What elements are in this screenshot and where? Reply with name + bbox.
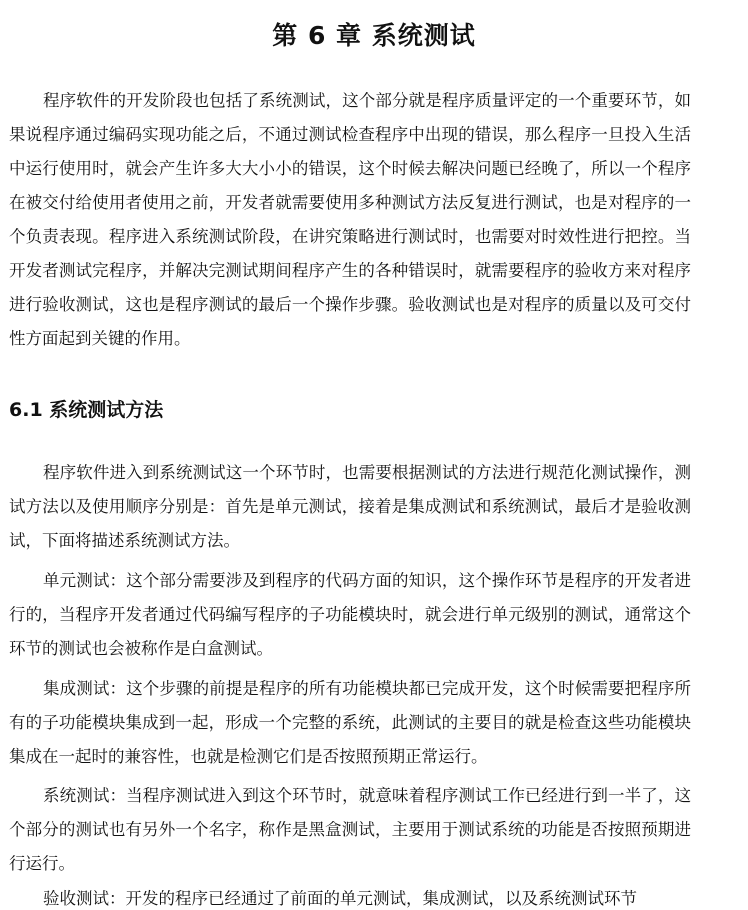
paragraph-acceptance-testing: 验收测试：开发的程序已经通过了前面的单元测试，集成测试，以及系统测试环节 — [43, 889, 637, 908]
section-heading: 6.1 系统测试方法 — [9, 399, 164, 421]
chapter-title: 第 6 章 系统测试 — [272, 21, 476, 50]
paragraph-integration-testing: 集成测试：这个步骤的前提是程序的所有功能模块都已完成开发，这个时候需要把程序所有的子功能模块集成到一起，形成一个完整的系统，此测试的主要目的就是检查这些功能模块集成在一起时的兼容性，也就是检测它们是否按照预期正常运行。 — [9, 679, 691, 766]
intro-paragraph: 程序软件的开发阶段也包括了系统测试，这个部分就是程序质量评定的一个重要环节，如果说程序通过编码实现功能之后，不通过测试检查程序中出现的错误，那么程序一旦投入生活中运行使用时，就会产生许多大大小小的错误，这个时候去解决问题已经晚了，所以一个程序在被交付给使用者使用之前，开发者就需要使用多种测试方法反复进行测试，也是对程序的一个负责表现。程序进入系统测试阶段，在讲究策略进行测试时，也需要对时效性进行把控。当开发者测试完程序，并解决完测试期间程序产生的各种错误时，就需要程序的验收方来对程序进行验收测试，这也是程序测试的最后一个操作步骤。验收测试也是对程序的质量以及可交付性方面起到关键的作用。 — [9, 91, 691, 348]
paragraph-methods-overview: 程序软件进入到系统测试这一个环节时，也需要根据测试的方法进行规范化测试操作，测试方法以及使用顺序分别是：首先是单元测试，接着是集成测试和系统测试，最后才是验收测试，下面将描述系统测试方法。 — [9, 463, 691, 550]
paragraph-system-testing: 系统测试：当程序测试进入到这个环节时，就意味着程序测试工作已经进行到一半了，这个部分的测试也有另外一个名字，称作是黑盒测试，主要用于测试系统的功能是否按照预期进行运行。 — [9, 786, 691, 873]
paragraph-unit-testing: 单元测试：这个部分需要涉及到程序的代码方面的知识，这个操作环节是程序的开发者进行的，当程序开发者通过代码编写程序的子功能模块时，就会进行单元级别的测试，通常这个环节的测试也会被称作是白盒测试。 — [9, 571, 691, 658]
